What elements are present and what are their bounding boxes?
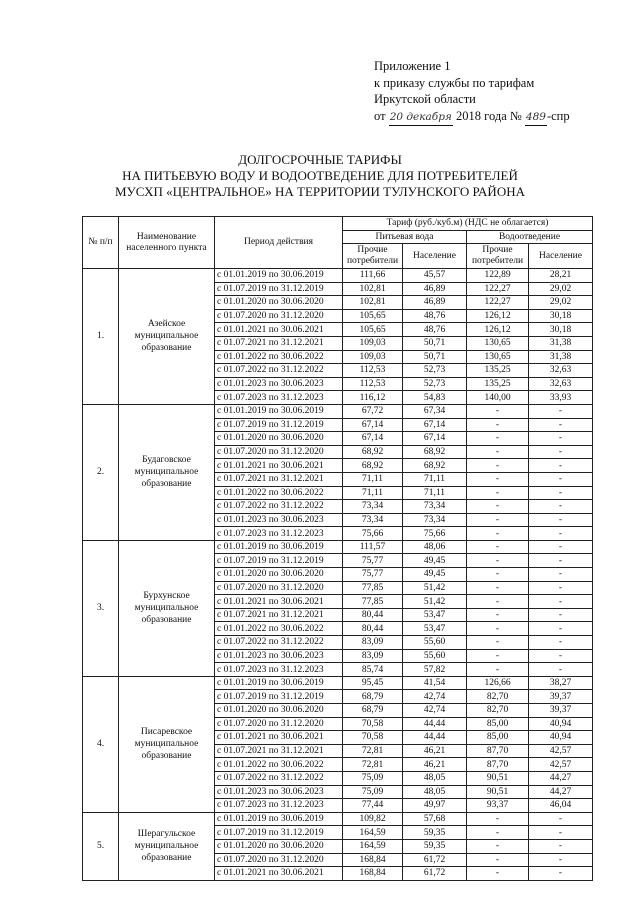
water-population-cell: 67,14 (403, 432, 467, 446)
water-population-cell: 73,34 (403, 500, 467, 514)
drain-other-cell: 122,27 (467, 296, 529, 310)
annex-line-1: Приложение 1 (374, 59, 451, 73)
water-other-cell: 168,84 (343, 853, 403, 867)
period-cell: с 01.01.2022 по 30.06.2022 (215, 350, 343, 364)
period-cell: с 01.01.2023 по 30.06.2023 (215, 785, 343, 799)
period-cell: с 01.01.2022 по 30.06.2022 (215, 758, 343, 772)
drain-population-cell: 33,93 (529, 391, 593, 405)
water-population-cell: 55,60 (403, 649, 467, 663)
handwritten-date: 20 декабря (389, 109, 453, 127)
water-population-cell: 50,71 (403, 336, 467, 350)
drain-other-cell: 130,65 (467, 336, 529, 350)
water-other-cell: 68,92 (343, 459, 403, 473)
table-row (83, 269, 593, 283)
period-cell: с 01.01.2021 по 30.06.2021 (215, 595, 343, 609)
header-water: Питьевая вода (343, 231, 467, 244)
drain-population-cell: 30,18 (529, 323, 593, 337)
annex-prefix: от (374, 108, 386, 123)
water-other-cell: 105,65 (343, 309, 403, 323)
water-other-cell: 105,65 (343, 323, 403, 337)
drain-other-cell: 87,70 (467, 744, 529, 758)
annex-line-3: Иркутской области (374, 92, 476, 106)
water-other-cell: 109,03 (343, 350, 403, 364)
header-row-1 (83, 217, 593, 231)
water-other-cell: 73,34 (343, 513, 403, 527)
water-other-cell: 109,82 (343, 812, 403, 826)
water-other-cell: 116,12 (343, 391, 403, 405)
drain-other-cell: 122,27 (467, 282, 529, 296)
header-tariff: Тариф (руб./куб.м) (НДС не облагается) (343, 217, 593, 231)
water-population-cell: 48,06 (403, 540, 467, 554)
water-population-cell: 67,34 (403, 404, 467, 418)
water-population-cell: 75,66 (403, 527, 467, 541)
drain-other-cell: - (467, 459, 529, 473)
water-other-cell: 68,79 (343, 704, 403, 718)
water-population-cell: 48,05 (403, 785, 467, 799)
drain-population-cell: - (529, 459, 593, 473)
water-population-cell: 73,34 (403, 513, 467, 527)
period-cell: с 01.07.2019 по 31.12.2019 (215, 554, 343, 568)
water-population-cell: 57,68 (403, 812, 467, 826)
drain-other-cell: - (467, 554, 529, 568)
water-other-cell: 68,92 (343, 445, 403, 459)
drain-population-cell: - (529, 554, 593, 568)
water-population-cell: 46,21 (403, 744, 467, 758)
period-cell: с 01.01.2020 по 30.06.2020 (215, 568, 343, 582)
drain-other-cell: 122,89 (467, 269, 529, 283)
water-other-cell: 85,74 (343, 663, 403, 677)
period-cell: с 01.07.2020 по 31.12.2020 (215, 309, 343, 323)
period-cell: с 01.07.2019 по 31.12.2019 (215, 826, 343, 840)
drain-population-cell: - (529, 663, 593, 677)
water-population-cell: 44,44 (403, 717, 467, 731)
drain-other-cell: 135,25 (467, 364, 529, 378)
drain-other-cell: - (467, 486, 529, 500)
drain-population-cell: - (529, 486, 593, 500)
period-cell: с 01.07.2022 по 31.12.2022 (215, 771, 343, 785)
drain-other-cell: 126,12 (467, 309, 529, 323)
drain-other-cell: - (467, 540, 529, 554)
drain-population-cell: 38,27 (529, 676, 593, 690)
period-cell: с 01.01.2022 по 30.06.2022 (215, 486, 343, 500)
water-population-cell: 48,76 (403, 323, 467, 337)
water-other-cell: 109,03 (343, 336, 403, 350)
drain-other-cell: - (467, 445, 529, 459)
period-cell: с 01.07.2020 по 31.12.2020 (215, 581, 343, 595)
water-other-cell: 164,59 (343, 826, 403, 840)
drain-other-cell: 85,00 (467, 717, 529, 731)
period-cell: с 01.07.2021 по 31.12.2021 (215, 472, 343, 486)
water-population-cell: 53,47 (403, 608, 467, 622)
water-other-cell: 102,81 (343, 282, 403, 296)
drain-population-cell: - (529, 826, 593, 840)
period-cell: с 01.07.2023 по 31.12.2023 (215, 391, 343, 405)
period-cell: с 01.07.2019 по 31.12.2019 (215, 690, 343, 704)
period-cell: с 01.07.2021 по 31.12.2021 (215, 744, 343, 758)
water-other-cell: 75,09 (343, 771, 403, 785)
period-cell: с 01.07.2022 по 31.12.2022 (215, 364, 343, 378)
water-population-cell: 71,11 (403, 486, 467, 500)
period-cell: с 01.01.2019 по 30.06.2019 (215, 269, 343, 283)
annex-line-4 (374, 108, 570, 127)
drain-other-cell: - (467, 636, 529, 650)
drain-population-cell: - (529, 839, 593, 853)
water-population-cell: 53,47 (403, 622, 467, 636)
tariff-table (82, 216, 593, 881)
drain-population-cell: - (529, 513, 593, 527)
water-other-cell: 71,11 (343, 472, 403, 486)
drain-other-cell: - (467, 581, 529, 595)
drain-population-cell: - (529, 867, 593, 881)
title-line-2: НА ПИТЬЕВУЮ ВОДУ И ВОДООТВЕДЕНИЕ ДЛЯ ПОТРЕБИТЕЛЕЙ (122, 168, 518, 183)
water-other-cell: 70,58 (343, 731, 403, 745)
water-population-cell: 61,72 (403, 867, 467, 881)
settlement-name: Шерагульское муниципальное образование (119, 812, 215, 880)
water-population-cell: 61,72 (403, 853, 467, 867)
water-other-cell: 77,85 (343, 595, 403, 609)
drain-population-cell: 46,04 (529, 799, 593, 813)
water-population-cell: 46,89 (403, 282, 467, 296)
water-other-cell: 77,85 (343, 581, 403, 595)
period-cell: с 01.01.2020 по 30.06.2020 (215, 704, 343, 718)
drain-other-cell: 140,00 (467, 391, 529, 405)
period-cell: с 01.01.2021 по 30.06.2021 (215, 867, 343, 881)
period-cell: с 01.07.2022 по 31.12.2022 (215, 500, 343, 514)
handwritten-number: 489 (525, 109, 547, 127)
period-cell: с 01.07.2019 по 31.12.2019 (215, 282, 343, 296)
period-cell: с 01.01.2021 по 30.06.2021 (215, 459, 343, 473)
water-population-cell: 49,45 (403, 554, 467, 568)
annex-block (374, 58, 570, 126)
water-other-cell: 95,45 (343, 676, 403, 690)
water-population-cell: 51,42 (403, 595, 467, 609)
drain-population-cell: 32,63 (529, 364, 593, 378)
drain-other-cell: - (467, 404, 529, 418)
water-other-cell: 68,79 (343, 690, 403, 704)
drain-other-cell: - (467, 663, 529, 677)
period-cell: с 01.07.2022 по 31.12.2022 (215, 636, 343, 650)
period-cell: с 01.07.2023 по 31.12.2023 (215, 799, 343, 813)
water-other-cell: 75,77 (343, 554, 403, 568)
drain-other-cell: - (467, 568, 529, 582)
water-population-cell: 55,60 (403, 636, 467, 650)
water-population-cell: 51,42 (403, 581, 467, 595)
drain-population-cell: - (529, 404, 593, 418)
row-number: 1. (83, 269, 119, 405)
drain-other-cell: - (467, 853, 529, 867)
period-cell: с 01.01.2020 по 30.06.2020 (215, 296, 343, 310)
drain-other-cell: 93,37 (467, 799, 529, 813)
water-population-cell: 59,35 (403, 826, 467, 840)
period-cell: с 01.01.2021 по 30.06.2021 (215, 731, 343, 745)
period-cell: с 01.01.2023 по 30.06.2023 (215, 649, 343, 663)
water-population-cell: 52,73 (403, 364, 467, 378)
water-population-cell: 41,54 (403, 676, 467, 690)
water-other-cell: 80,44 (343, 622, 403, 636)
water-other-cell: 80,44 (343, 608, 403, 622)
water-population-cell: 49,97 (403, 799, 467, 813)
row-number: 2. (83, 404, 119, 540)
annex-line-2: к приказу службы по тарифам (374, 75, 535, 90)
drain-population-cell: - (529, 853, 593, 867)
settlement-name: Азейское муниципальное образование (119, 269, 215, 405)
tariff-table-body (83, 217, 593, 881)
drain-population-cell: - (529, 418, 593, 432)
period-cell: с 01.07.2023 по 31.12.2023 (215, 527, 343, 541)
water-population-cell: 54,83 (403, 391, 467, 405)
drain-other-cell: - (467, 595, 529, 609)
drain-population-cell: 40,94 (529, 717, 593, 731)
annex-year-text: 2018 года № (456, 108, 522, 123)
water-population-cell: 48,05 (403, 771, 467, 785)
water-population-cell: 48,76 (403, 309, 467, 323)
water-other-cell: 83,09 (343, 649, 403, 663)
drain-other-cell: 90,51 (467, 771, 529, 785)
drain-population-cell: - (529, 445, 593, 459)
period-cell: с 01.01.2019 по 30.06.2019 (215, 540, 343, 554)
period-cell: с 01.01.2023 по 30.06.2023 (215, 513, 343, 527)
water-other-cell: 168,84 (343, 867, 403, 881)
drain-population-cell: 44,27 (529, 785, 593, 799)
drain-population-cell: - (529, 540, 593, 554)
drain-population-cell: 31,38 (529, 336, 593, 350)
water-other-cell: 75,09 (343, 785, 403, 799)
period-cell: с 01.01.2019 по 30.06.2019 (215, 404, 343, 418)
drain-other-cell: - (467, 812, 529, 826)
settlement-name: Бурхунское муниципальное образование (119, 540, 215, 676)
period-cell: с 01.07.2021 по 31.12.2021 (215, 336, 343, 350)
drain-other-cell: - (467, 527, 529, 541)
drain-population-cell: - (529, 622, 593, 636)
water-other-cell: 77,44 (343, 799, 403, 813)
drain-population-cell: 39,37 (529, 704, 593, 718)
title-line-1: ДОЛГОСРОЧНЫЕ ТАРИФЫ (238, 152, 402, 167)
water-other-cell: 111,57 (343, 540, 403, 554)
drain-other-cell: 87,70 (467, 758, 529, 772)
drain-other-cell: 135,25 (467, 377, 529, 391)
period-cell: с 01.07.2019 по 31.12.2019 (215, 418, 343, 432)
period-cell: с 01.07.2020 по 31.12.2020 (215, 853, 343, 867)
drain-population-cell: 32,63 (529, 377, 593, 391)
water-population-cell: 52,73 (403, 377, 467, 391)
drain-population-cell: - (529, 500, 593, 514)
water-other-cell: 102,81 (343, 296, 403, 310)
water-population-cell: 67,14 (403, 418, 467, 432)
water-other-cell: 73,34 (343, 500, 403, 514)
drain-population-cell: 42,57 (529, 758, 593, 772)
drain-population-cell: - (529, 608, 593, 622)
drain-population-cell: 29,02 (529, 282, 593, 296)
water-other-cell: 75,66 (343, 527, 403, 541)
water-population-cell: 42,74 (403, 704, 467, 718)
water-population-cell: 46,21 (403, 758, 467, 772)
drain-other-cell: - (467, 867, 529, 881)
header-water-population: Население (403, 244, 467, 269)
annex-suffix: -спр (546, 108, 570, 123)
drain-population-cell: - (529, 432, 593, 446)
period-cell: с 01.07.2023 по 31.12.2023 (215, 663, 343, 677)
water-other-cell: 67,72 (343, 404, 403, 418)
document-title (0, 152, 640, 200)
drain-population-cell: 29,02 (529, 296, 593, 310)
header-water-other: Прочие потребители (343, 244, 403, 269)
table-row (83, 540, 593, 554)
period-cell: с 01.01.2020 по 30.06.2020 (215, 432, 343, 446)
drain-other-cell: - (467, 513, 529, 527)
water-other-cell: 164,59 (343, 839, 403, 853)
drain-other-cell: - (467, 826, 529, 840)
drain-other-cell: 82,70 (467, 690, 529, 704)
drain-population-cell: 30,18 (529, 309, 593, 323)
water-other-cell: 112,53 (343, 377, 403, 391)
water-other-cell: 72,81 (343, 758, 403, 772)
water-population-cell: 44,44 (403, 731, 467, 745)
drain-population-cell: - (529, 527, 593, 541)
drain-other-cell: 90,51 (467, 785, 529, 799)
table-row (83, 404, 593, 418)
period-cell: с 01.07.2020 по 31.12.2020 (215, 717, 343, 731)
drain-other-cell: - (467, 608, 529, 622)
period-cell: с 01.01.2021 по 30.06.2021 (215, 323, 343, 337)
drain-population-cell: 39,37 (529, 690, 593, 704)
header-drain-other: Прочие потребители (467, 244, 529, 269)
period-cell: с 01.01.2020 по 30.06.2020 (215, 839, 343, 853)
header-drain-population: Население (529, 244, 593, 269)
water-population-cell: 50,71 (403, 350, 467, 364)
water-other-cell: 72,81 (343, 744, 403, 758)
drain-population-cell: - (529, 472, 593, 486)
drain-population-cell: - (529, 636, 593, 650)
drain-other-cell: 130,65 (467, 350, 529, 364)
water-other-cell: 70,58 (343, 717, 403, 731)
drain-other-cell: - (467, 649, 529, 663)
drain-other-cell: 126,66 (467, 676, 529, 690)
settlement-name: Будаговское муниципальное образование (119, 404, 215, 540)
header-settlement: Наименование населенного пункта (119, 217, 215, 269)
period-cell: с 01.07.2020 по 31.12.2020 (215, 445, 343, 459)
water-other-cell: 67,14 (343, 432, 403, 446)
water-other-cell: 112,53 (343, 364, 403, 378)
table-row (83, 676, 593, 690)
water-population-cell: 49,45 (403, 568, 467, 582)
drain-other-cell: - (467, 432, 529, 446)
drain-other-cell: - (467, 839, 529, 853)
drain-other-cell: 126,12 (467, 323, 529, 337)
drain-population-cell: - (529, 812, 593, 826)
row-number: 5. (83, 812, 119, 880)
header-drain: Водоотведение (467, 231, 593, 244)
water-population-cell: 45,57 (403, 269, 467, 283)
water-other-cell: 75,77 (343, 568, 403, 582)
drain-population-cell: 40,94 (529, 731, 593, 745)
water-population-cell: 46,89 (403, 296, 467, 310)
settlement-name: Писаревское муниципальное образование (119, 676, 215, 812)
water-other-cell: 111,66 (343, 269, 403, 283)
water-population-cell: 68,92 (403, 459, 467, 473)
water-population-cell: 57,82 (403, 663, 467, 677)
water-other-cell: 71,11 (343, 486, 403, 500)
water-other-cell: 83,09 (343, 636, 403, 650)
drain-population-cell: - (529, 595, 593, 609)
water-population-cell: 59,35 (403, 839, 467, 853)
water-population-cell: 71,11 (403, 472, 467, 486)
drain-other-cell: - (467, 500, 529, 514)
period-cell: с 01.01.2019 по 30.06.2019 (215, 676, 343, 690)
row-number: 4. (83, 676, 119, 812)
drain-population-cell: 42,57 (529, 744, 593, 758)
drain-population-cell: - (529, 581, 593, 595)
water-population-cell: 68,92 (403, 445, 467, 459)
drain-population-cell: 44,27 (529, 771, 593, 785)
period-cell: с 01.01.2019 по 30.06.2019 (215, 812, 343, 826)
drain-other-cell: 85,00 (467, 731, 529, 745)
period-cell: с 01.01.2022 по 30.06.2022 (215, 622, 343, 636)
drain-population-cell: 31,38 (529, 350, 593, 364)
drain-population-cell: - (529, 568, 593, 582)
table-row (83, 812, 593, 826)
water-population-cell: 42,74 (403, 690, 467, 704)
drain-other-cell: 82,70 (467, 704, 529, 718)
header-num: № п/п (83, 217, 119, 269)
period-cell: с 01.01.2023 по 30.06.2023 (215, 377, 343, 391)
drain-population-cell: - (529, 649, 593, 663)
drain-population-cell: 28,21 (529, 269, 593, 283)
title-line-3: МУСХП «ЦЕНТРАЛЬНОЕ» НА ТЕРРИТОРИИ ТУЛУНСКОГО РАЙОНА (115, 184, 525, 199)
row-number: 3. (83, 540, 119, 676)
header-period: Период действия (215, 217, 343, 269)
drain-other-cell: - (467, 622, 529, 636)
period-cell: с 01.07.2021 по 31.12.2021 (215, 608, 343, 622)
drain-other-cell: - (467, 418, 529, 432)
drain-other-cell: - (467, 472, 529, 486)
water-other-cell: 67,14 (343, 418, 403, 432)
